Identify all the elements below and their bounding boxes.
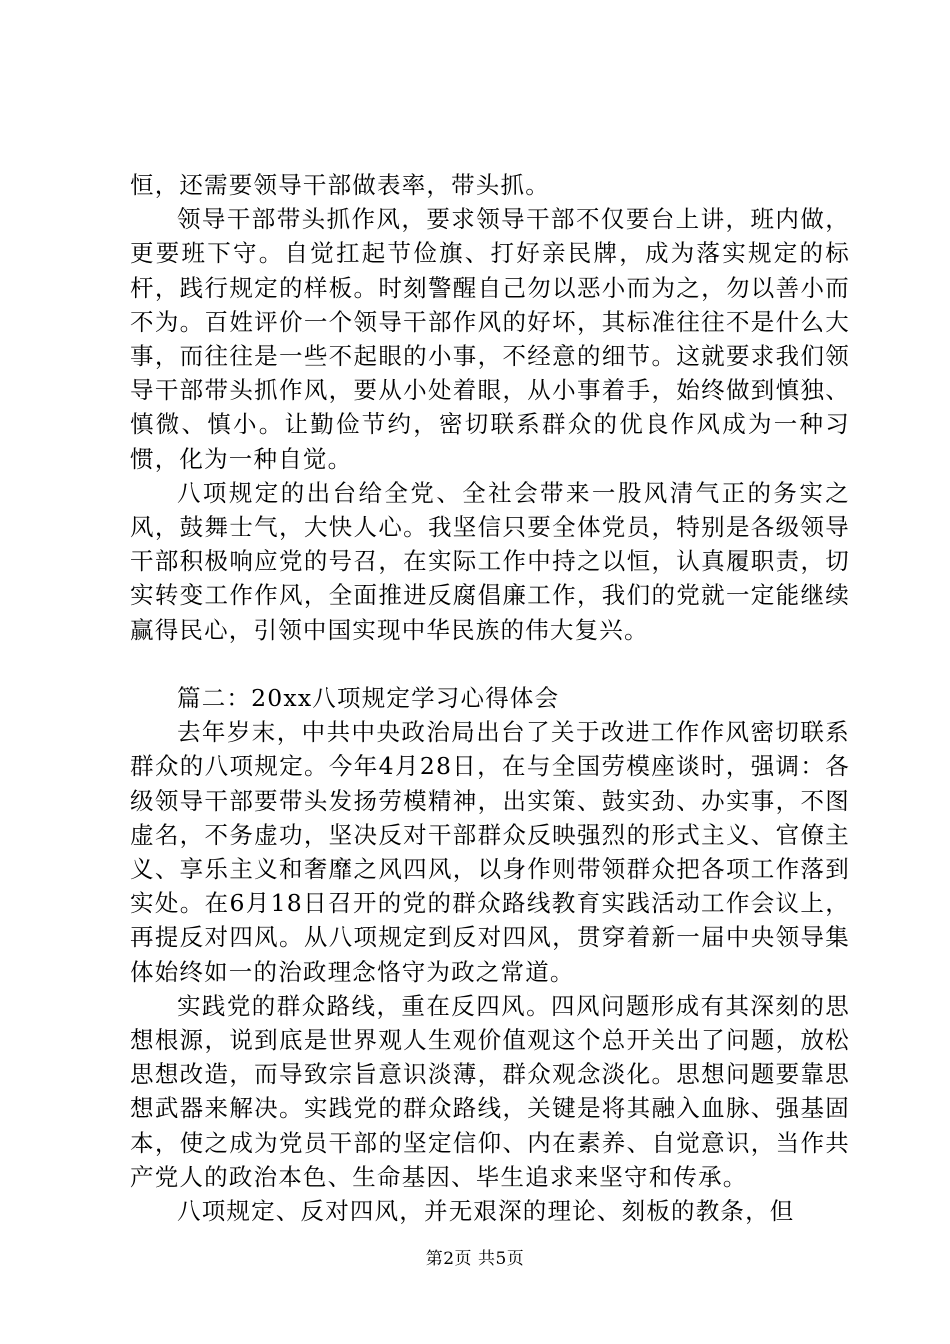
- paragraph-mass-line: 实践党的群众路线，重在反四风。四风问题形成有其深刻的思想根源，说到底是世界观人生观价值观这个总开关出了问题，放松思想改造，而导致宗旨意识淡薄，群众观念淡化。思想问题要靠思想武器来解决。实践党的群众路线，关键是将其融入血脉、强基固本，使之成为党员干部的坚定信仰、内在素养、自觉意识，当作共产党人的政治本色、生命基因、毕生追求来坚守和传承。: [130, 991, 850, 1191]
- page-number-footer: 第2页 共5页: [425, 1249, 525, 1269]
- section-heading: 篇二：20xx八项规定学习心得体会: [177, 684, 560, 713]
- paragraph-trailing: 八项规定、反对四风，并无艰深的理论、刻板的教条，但: [177, 1197, 795, 1226]
- document-body: [130, 168, 850, 1228]
- paragraph-background: 去年岁末，中共中央政治局出台了关于改进工作作风密切联系群众的八项规定。今年4月28日，在与全国劳模座谈时，强调：各级领导干部要带头发扬劳模精神，出实策、鼓实劲、办实事，不图虚名，不务虚功，坚决反对干部群众反映强烈的形式主义、官僚主义、享乐主义和奢靡之风四风，以身作则带领群众把各项工作落到实处。在6月18日召开的党的群众路线教育实践活动工作会议上，再提反对四风。从八项规定到反对四风，贯穿着新一届中央领导集体始终如一的治政理念恪守为政之常道。: [130, 718, 850, 986]
- paragraph-leadership-style: 领导干部带头抓作风，要求领导干部不仅要台上讲，班内做，更要班下守。自觉扛起节俭旗、打好亲民牌，成为落实规定的标杆，践行规定的样板。时刻警醒自己勿以恶小而为之，勿以善小而不为。百姓评价一个领导干部作风的好坏，其标准往往不是什么大事，而往往是一些不起眼的小事，不经意的细节。这就要求我们领导干部带头抓作风，要从小处着眼，从小事着手，始终做到慎独、慎微、慎小。让勤俭节约，密切联系群众的优良作风成为一种习惯，化为一种自觉。: [130, 205, 850, 473]
- paragraph-continuation: 恒，还需要领导干部做表率，带头抓。: [130, 171, 550, 199]
- paragraph-eight-rules-impact: 八项规定的出台给全党、全社会带来一股风清气正的务实之风，鼓舞士气，大快人心。我坚信只要全体党员，特别是各级领导干部积极响应党的号召，在实际工作中持之以恒，认真履职责，切实转变工作作风，全面推进反腐倡廉工作，我们的党就一定能继续赢得民心，引领中国实现中华民族的伟大复兴。: [130, 478, 850, 644]
